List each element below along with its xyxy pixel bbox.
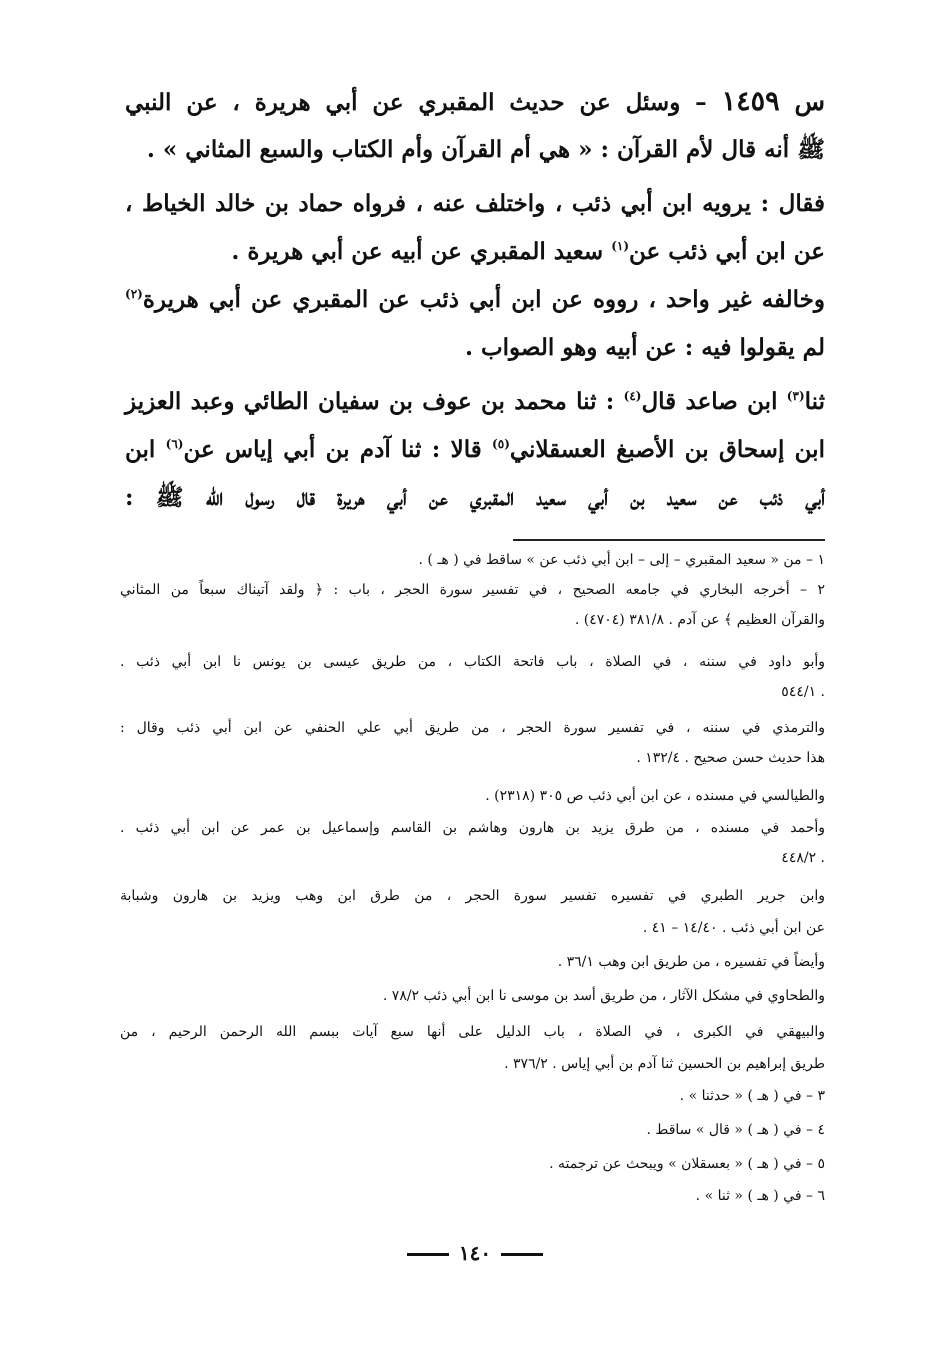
page-number: ١٤٠ xyxy=(125,1238,825,1268)
main-line: ثنا$^{(٣)}$ ابن صاعد قال$^{(٤)}$ : ثنا محمد بن عوف بن سفيان الطائي وعبد العزيز xyxy=(125,388,825,415)
footnote-line: والطحاوي في مشكل الآثار ، من طريق أسد بن موسى نا ابن أبي ذئب ٧٨/٢ . xyxy=(382,988,825,1004)
footnote-ref: (٢) xyxy=(125,287,143,301)
footnote-line: والبيهقي في الكبرى ، في الصلاة ، باب الدليل على أنها سبع آيات ببسم الله الرحمن الرحيم ، من xyxy=(120,1024,825,1040)
footnote-line: ٢ – أخرجه البخاري في جامعه الصحيح ، في تفسير سورة الحجر ، باب : ﴿ ولقد آتيناك سبعاً من المثاني xyxy=(120,582,825,598)
footnote-ref: (٣) xyxy=(786,389,805,403)
footnote-line: ٤ – في ( هـ ) « قال » ساقط . xyxy=(646,1122,825,1138)
footnote-line: ٦ – في ( هـ ) « ثنا » . xyxy=(695,1188,825,1204)
footnote-line: والترمذي في سننه ، في تفسير سورة الحجر ، من طريق أبي علي الحنفي عن ابن أبي ذئب وقال : xyxy=(120,720,825,736)
footnote-line: وأحمد في مسنده ، من طرق يزيد بن هارون وهاشم بن القاسم وإسماعيل بن عمر عن ابن أبي ذئب . xyxy=(120,820,825,836)
main-line: فقال : يرويه ابن أبي ذئب ، واختلف عنه ، فرواه حماد بن خالد الخياط ، xyxy=(125,190,825,217)
footnote-line: والقرآن العظيم ﴾ عن آدم . ٣٨١/٨ (٤٧٠٤) . xyxy=(574,612,825,628)
main-line: ابن إسحاق بن الأصبغ العسقلاني$^{(٥)}$ قالا : ثنا آدم بن أبي إياس عن$^{(٦)}$ ابن xyxy=(125,436,825,463)
footnote-line: وأيضاً في تفسيره ، من طريق ابن وهب ٣٦/١ . xyxy=(557,954,825,970)
footnote-line: ١ – من « سعيد المقبري – إلى – ابن أبي ذئب عن » ساقط في ( هـ ) . xyxy=(418,552,825,568)
main-line: أبي ذئب عن سعيد بن أبي سعيد المقبري عن أبي هريرة قال رسول الله ﷺ : xyxy=(125,484,825,511)
footnote-line: وأبو داود في سننه ، في الصلاة ، باب فاتحة الكتاب ، من طريق عيسى بن يونس نا ابن أبي ذئب . xyxy=(120,654,825,670)
document-page xyxy=(120,78,825,1298)
footnote-line: . ٥٤٤/١ xyxy=(781,684,825,700)
footnote-ref: (٦) xyxy=(165,437,184,451)
footnote-line: وابن جرير الطبري في تفسيره تفسير سورة الحجر ، من طرق ابن وهب ويزيد بن هارون وشبابة xyxy=(120,888,825,904)
footnote-ref: (٤) xyxy=(623,389,642,403)
footnote-separator xyxy=(513,539,825,541)
footnote-line: ٥ – في ( هـ ) « بعسقلان » ويبحث عن ترجمته . xyxy=(549,1156,825,1172)
footnote-line: . ٤٤٨/٢ xyxy=(781,850,825,866)
question-label: س ١٤٥٩ xyxy=(721,86,825,117)
footnote-line: والطيالسي في مسنده ، عن ابن أبي ذئب ص ٣٠٥ (٢٣١٨) . xyxy=(485,788,825,804)
footnote-line: هذا حديث حسن صحيح . ١٣٢/٤ . xyxy=(636,750,825,766)
main-line: ﷺ أنه قال لأم القرآن : « هي أم القرآن وأم الكتاب والسبع المثاني » . xyxy=(146,136,825,163)
main-line: س ١٤٥٩ – وسئل عن حديث المقبري عن أبي هريرة ، عن النبي xyxy=(125,86,825,117)
main-line: وخالفه غير واحد ، رووه عن ابن أبي ذئب عن المقبري عن أبي هريرة$^{(٢)}$ xyxy=(125,286,825,313)
footnote-ref: (١) xyxy=(611,239,630,253)
footnote-ref: (٥) xyxy=(492,437,510,451)
page-number-dash xyxy=(501,1253,543,1256)
footnote-line: طريق إبراهيم بن الحسين ثنا آدم بن أبي إياس . ٣٧٦/٢ . xyxy=(504,1056,825,1072)
footnote-line: ٣ – في ( هـ ) « حدثنا » . xyxy=(679,1088,825,1104)
footnote-line: عن ابن أبي ذئب . ١٤/٤٠ – ٤١ . xyxy=(642,920,825,936)
page-number-dash xyxy=(407,1253,449,1256)
main-line: لم يقولوا فيه : عن أبيه وهو الصواب . xyxy=(464,334,825,361)
main-line: عن ابن أبي ذئب عن$^{(١)}$ سعيد المقبري عن أبيه عن أبي هريرة . xyxy=(231,238,825,265)
